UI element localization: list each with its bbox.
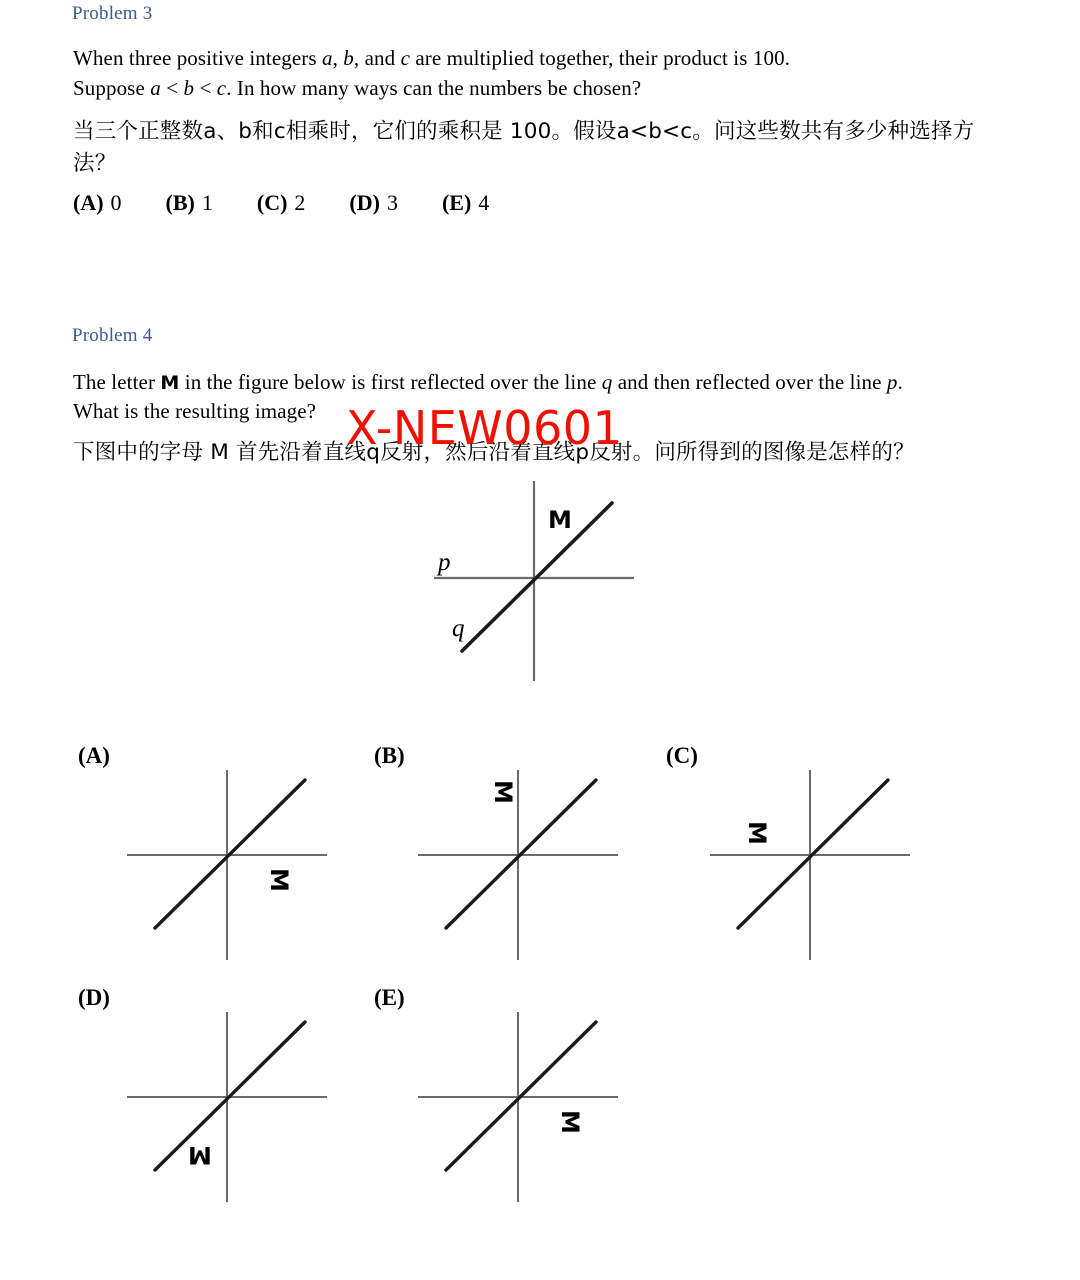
problem-3-heading: Problem 3 <box>72 3 153 24</box>
problem-3-choice-d[interactable] <box>349 190 398 216</box>
option-b-figure[interactable] <box>411 766 626 966</box>
main-figure-label-q: q <box>452 615 465 642</box>
problem-4-chinese-line-1: 下图中的字母 M 首先沿着直线q反射，然后沿着直线p反射。问所得到的图像是怎样的？ <box>73 440 915 465</box>
main-figure-svg <box>420 470 650 695</box>
choice-d-label: (D) <box>349 190 380 215</box>
problem-4-main-figure <box>420 470 650 695</box>
problem-3-choice-row <box>73 190 533 216</box>
option-a-letter-m: M <box>264 868 293 892</box>
option-c-figure[interactable] <box>703 766 918 966</box>
problem-3-chinese-line-2: 法？ <box>73 151 117 176</box>
option-e-svg <box>411 1008 626 1208</box>
watermark-text: X-NEW0601 <box>346 401 623 455</box>
problem-3-choice-e[interactable] <box>442 190 489 216</box>
option-e-label: (E) <box>374 985 405 1010</box>
choice-a-value: 0 <box>110 190 122 215</box>
choice-e-label: (E) <box>441 190 472 215</box>
option-a-svg <box>120 766 335 966</box>
choice-e-value: 4 <box>478 190 490 215</box>
option-d-letter-m: M <box>188 1141 212 1169</box>
problem-4-english-line-1: The letter M in the figure below is first reflected over the line q and then reflected over the line p. <box>73 370 903 394</box>
option-a-figure[interactable] <box>120 766 335 966</box>
option-c-letter-m: M <box>742 821 771 845</box>
option-e-figure[interactable] <box>411 1008 626 1208</box>
option-e-letter-m: M <box>555 1110 584 1134</box>
option-c-label: (C) <box>666 743 698 768</box>
choice-b-value: 1 <box>201 190 213 215</box>
option-c-svg <box>703 766 918 966</box>
problem-3-english-line-2: Suppose a < b < c. In how many ways can the numbers be chosen? <box>73 76 642 100</box>
option-d-svg <box>120 1008 335 1208</box>
choice-a-label: (A) <box>73 190 104 215</box>
problem-3-english-line-1: When three positive integers a, b, and c are multiplied together, their product is 100. <box>73 46 791 70</box>
option-b-label: (B) <box>374 743 405 768</box>
problem-3-chinese-line-1: 当三个正整数a、b和c相乘时，它们的乘积是 100。假设a<b<c。问这些数共有多少种选择方 <box>73 119 975 144</box>
main-figure-label-p: p <box>438 549 451 576</box>
problem-4-heading: Problem 4 <box>72 325 153 346</box>
choice-d-value: 3 <box>386 190 398 215</box>
main-figure-letter-m: M <box>548 506 572 534</box>
choice-c-value: 2 <box>294 190 306 215</box>
option-d-label: (D) <box>78 985 110 1010</box>
option-b-svg <box>411 766 626 966</box>
option-d-figure[interactable] <box>120 1008 335 1208</box>
option-b-letter-m: M <box>488 780 517 804</box>
problem-3-choice-a[interactable] <box>73 190 122 216</box>
problem-3-choice-b[interactable] <box>166 190 213 216</box>
problem-3-choice-c[interactable] <box>257 190 306 216</box>
option-a-label: (A) <box>78 743 110 768</box>
problem-4-english-line-2: What is the resulting image? <box>73 399 317 423</box>
choice-c-label: (C) <box>256 190 288 215</box>
choice-b-label: (B) <box>165 190 195 215</box>
